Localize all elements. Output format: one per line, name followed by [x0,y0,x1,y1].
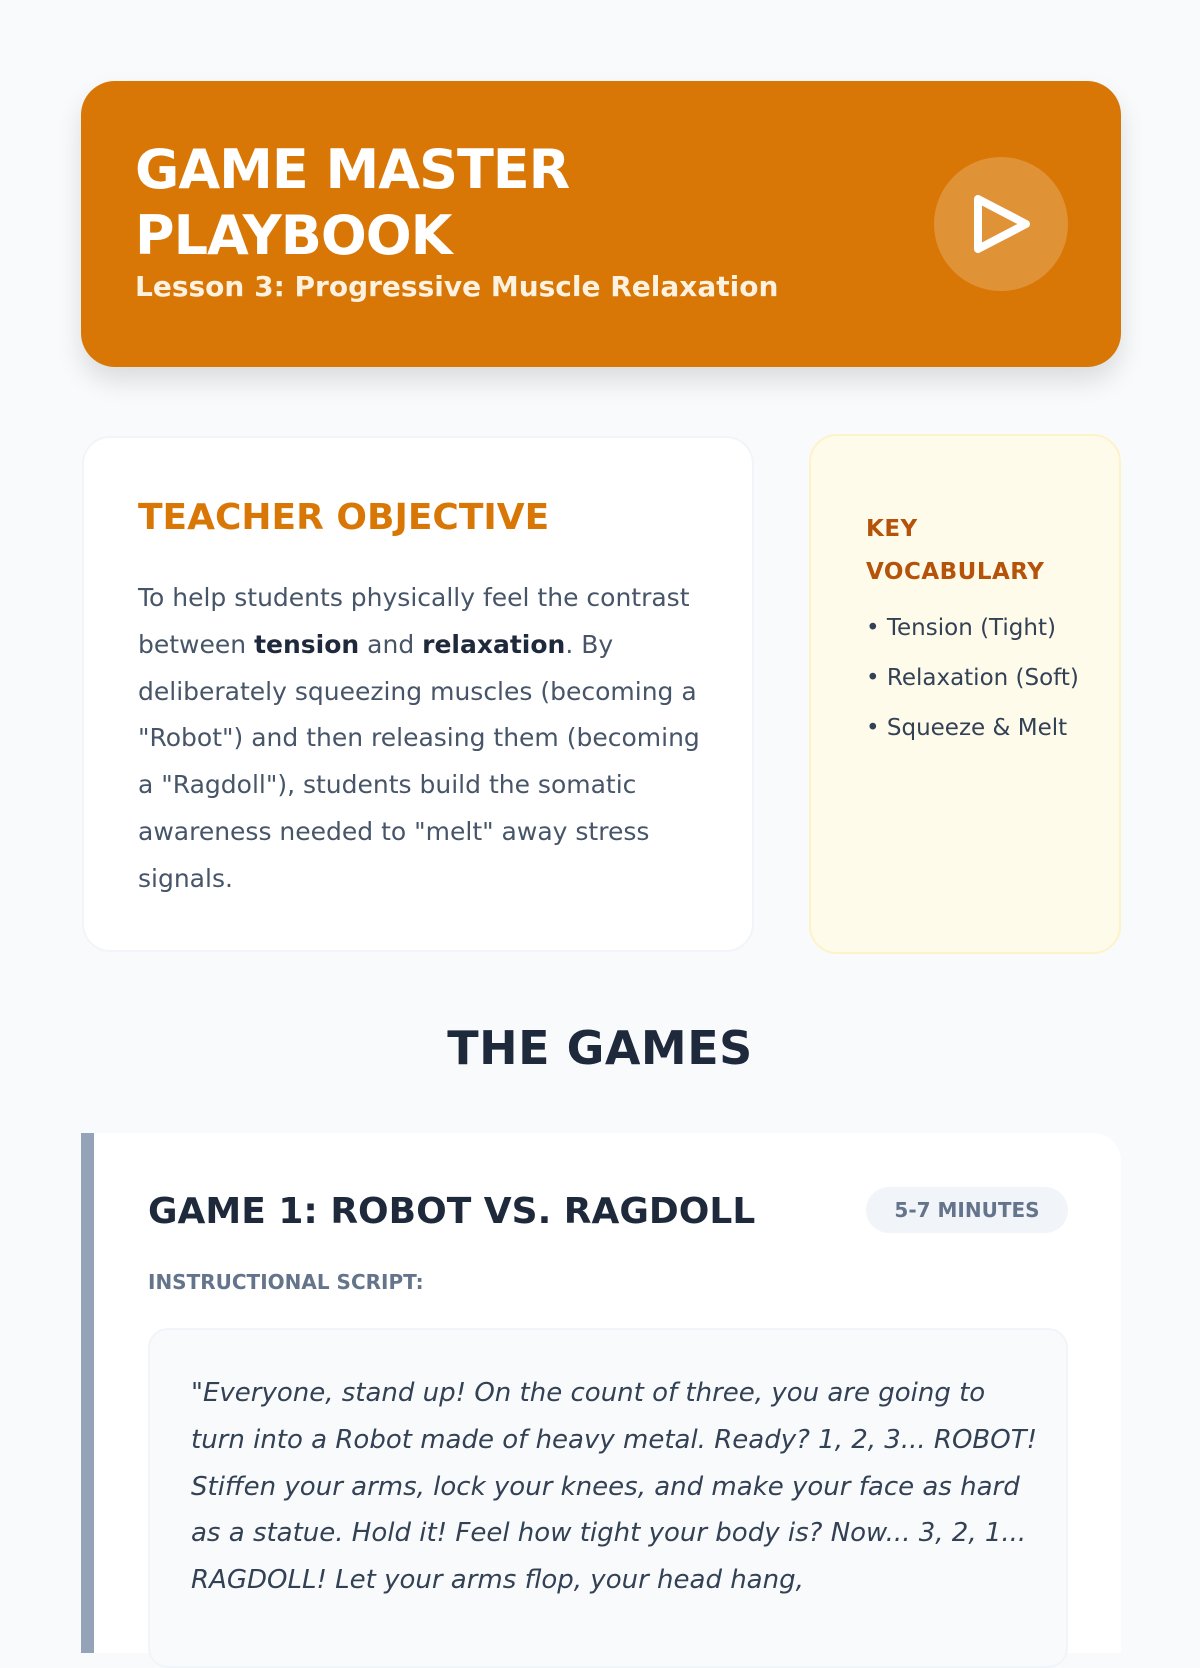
instructional-script-text: "Everyone, stand up! On the count of three, you are going to turn into a Robot made of heavy metal. Ready? 1, 2, 3... ROBOT! Stiffen your arms, lock your knees, and make your face as hard as a statue. Hold it! Feel how tight your body is? Now... 3, 2, 1... RAGDOLL! Let your arms flop, your head hang, [191,1378,1038,1596]
page-title: GAME MASTER PLAYBOOK [135,138,570,267]
objective-text-part: . By deliberately squeezing muscles (becoming a "Robot") and then releasing them (becoming a "Ragdoll"), students build the somatic awareness needed to "melt" away stress signals. [138,629,700,893]
objective-heading: TEACHER OBJECTIVE [138,497,550,538]
playbook-header [81,81,1121,367]
key-vocabulary-card [809,434,1121,954]
term-relaxation: relaxation [422,629,566,659]
lesson-subtitle: Lesson 3: Progressive Muscle Relaxation [135,270,779,303]
game-card [81,1133,1121,1653]
vocabulary-heading: KEY VOCABULARY [866,516,1045,585]
term-tension: tension [254,629,360,659]
objective-text-part: and [359,629,423,659]
game-title: GAME 1: ROBOT VS. RAGDOLL [148,1191,756,1232]
teacher-objective-card [82,436,754,952]
objective-text [138,575,718,903]
vocabulary-item: • Tension (Tight) [866,615,1056,641]
script-label: INSTRUCTIONAL SCRIPT: [148,1270,424,1294]
games-section-heading: THE GAMES [447,1021,753,1075]
duration-badge: 5-7 MINUTES [866,1187,1068,1233]
play-button[interactable] [934,157,1068,291]
vocabulary-list [866,607,1096,757]
instructional-script-box [148,1328,1068,1668]
objective-text-part: To help students physically feel the contrast between [138,583,690,659]
play-icon [970,192,1032,256]
vocabulary-item: • Relaxation (Soft) [866,665,1079,691]
vocabulary-item: • Squeeze & Melt [866,715,1068,741]
